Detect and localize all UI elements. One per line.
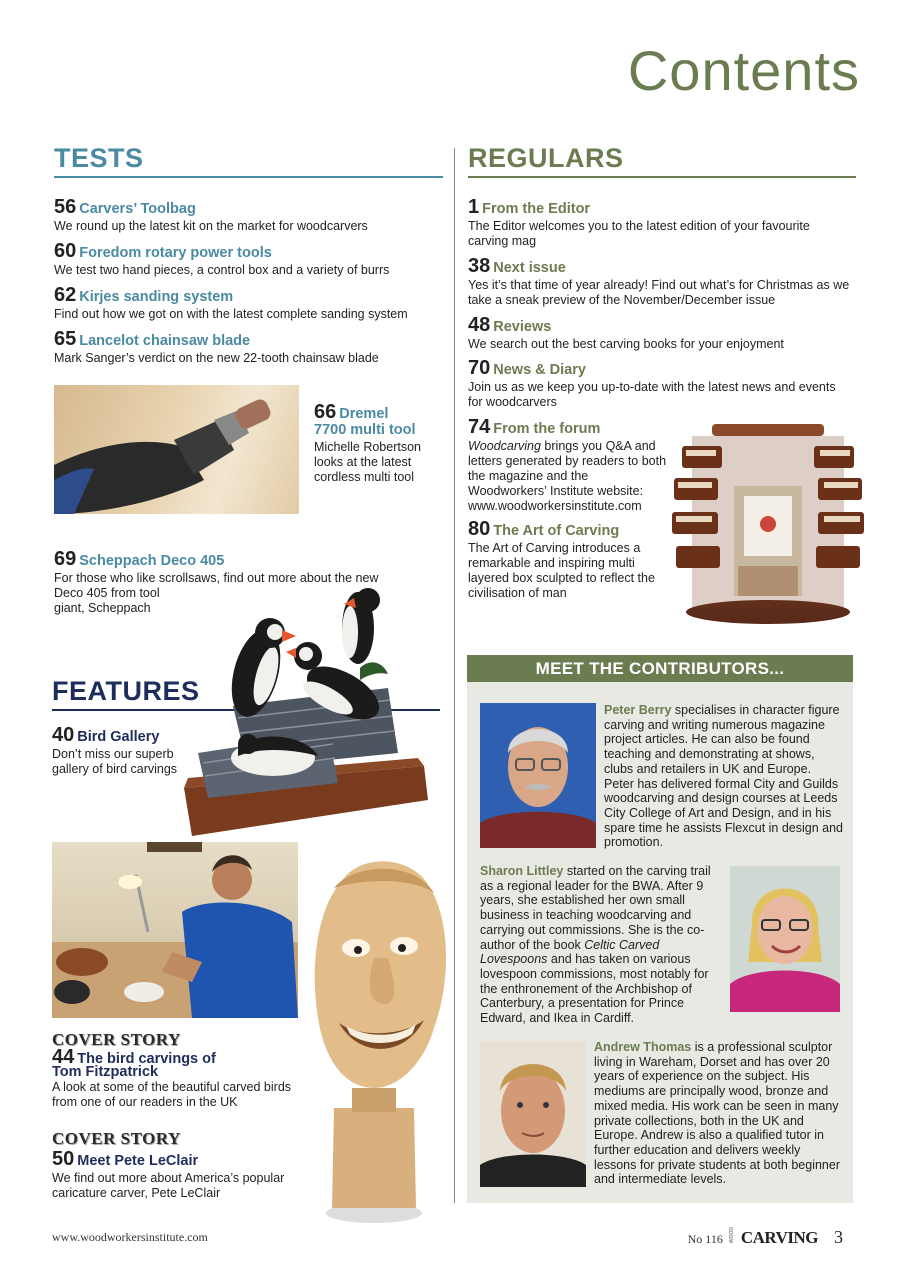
features-entry-44[interactable] <box>52 1047 314 1110</box>
entry-title-line1: The bird carvings of <box>77 1051 216 1067</box>
book-title: Celtic Carved Lovespoons <box>480 937 660 967</box>
portrait-illustration <box>730 866 840 1012</box>
entry-desc: Mark Sanger’s verdict on the new 22-tooth chainsaw blade <box>54 351 379 365</box>
regulars-entry-38[interactable] <box>468 256 853 308</box>
tests-entry-60[interactable] <box>54 241 444 278</box>
cover-story-label-50: COVER STORY <box>52 1129 181 1148</box>
portrait-illustration <box>480 1041 586 1187</box>
entry-desc: A look at some of the beautiful carved birds from one of our readers in the UK <box>52 1080 292 1109</box>
contributor-bio: started on the carving trail as a regional leader for the BWA. After 9 years, she established her own small business in teaching woodcarving and carrying out commissions. She is the co-author of the book <box>480 864 711 952</box>
tests-entry-56[interactable] <box>54 197 444 234</box>
contributor-peter-berry <box>604 703 844 850</box>
page-number: 69 <box>54 548 77 570</box>
entry-desc: brings you Q&A and letters generated by readers to both the magazine and the Woodworkers’ Institute website: www.woodworkersinstitute.com <box>468 439 667 513</box>
entry-desc: Join us as we keep you up-to-date with the latest news and events for woodcarvers <box>468 380 836 409</box>
entry-title: Reviews <box>493 319 552 335</box>
portrait-illustration <box>480 703 596 848</box>
page-number: 70 <box>468 357 491 379</box>
entry-desc: The Art of Carving introduces a remarkable and inspiring multi layered box sculpted to reflect the civilisation of man <box>468 541 655 600</box>
entry-title-line1: Dremel <box>339 406 389 422</box>
caricature-carving-illustration <box>304 858 454 1228</box>
entry-desc-line2: Deco 405 from tool <box>54 586 160 600</box>
page-number: 65 <box>54 328 77 350</box>
contributors-heading: MEET THE CONTRIBUTORS... <box>467 655 853 682</box>
entry-title: Kirjes sanding system <box>79 289 234 305</box>
entry-title: Carvers’ Toolbag <box>79 201 196 217</box>
entry-title: Bird Gallery <box>77 729 160 745</box>
page-number: 62 <box>54 284 77 306</box>
page-number-footer: 3 <box>834 1227 843 1248</box>
page-number: 50 <box>52 1148 75 1170</box>
entry-title: Scheppach Deco 405 <box>79 553 225 569</box>
contributor-name: Peter Berry <box>604 703 672 717</box>
brand-small: WOOD <box>728 1227 735 1244</box>
magazine-brand: CARVING <box>740 1228 818 1248</box>
carver-photo <box>52 842 298 1018</box>
regulars-entry-48[interactable] <box>468 315 853 352</box>
entry-desc: The Editor welcomes you to the latest edition of your favourite carving mag <box>468 219 810 248</box>
entry-desc: We search out the best carving books for your enjoyment <box>468 337 784 351</box>
page-number: 56 <box>54 196 77 218</box>
contributor-name: Andrew Thomas <box>594 1040 692 1054</box>
dremel-photo <box>54 385 299 514</box>
contributor-name: Sharon Littley <box>480 864 564 878</box>
entry-title: Next issue <box>493 260 566 276</box>
page-title: Contents <box>627 39 860 102</box>
page-number: 60 <box>54 240 77 262</box>
tests-entry-65[interactable] <box>54 329 444 366</box>
issue-number: No 116 <box>687 1232 723 1247</box>
regulars-entry-1[interactable] <box>468 197 853 249</box>
features-entry-50[interactable] <box>52 1149 314 1201</box>
contributor-bio: specialises in character figure carving and writing numerous magazine project articles. He can also be found teaching and demonstrating at shows, clubs and retailers in UK and Europe. Peter has delivered formal City and Guilds woodcarving and design courses at Leeds City College of Art and Design, and in his spare time he assists Flexcut in design and promotion. <box>604 703 844 850</box>
entry-desc: Find out how we got on with the latest complete sanding system <box>54 307 408 321</box>
entry-desc: We round up the latest kit on the market for woodcarvers <box>54 219 368 233</box>
entry-desc: We test two hand pieces, a control box and a variety of burrs <box>54 263 390 277</box>
entry-title-line2: Tom Fitzpatrick <box>52 1064 159 1080</box>
column-divider <box>454 148 455 1203</box>
page-number: 1 <box>468 196 480 218</box>
entry-desc-line1: For those who like scrollsaws, find out more about the new <box>54 571 379 585</box>
regulars-entry-80[interactable] <box>468 519 663 601</box>
page-number: 48 <box>468 314 491 336</box>
puffin-carving-illustration <box>178 588 430 840</box>
entry-desc: Yes it’s that time of year already! Find out what’s for Christmas as we take a sneak preview of the November/December issue <box>468 278 850 307</box>
page-number: 74 <box>468 416 491 438</box>
dremel-tool-illustration <box>54 385 299 514</box>
entry-title: From the Editor <box>482 201 591 217</box>
magazine-name: Woodcarving <box>468 439 541 453</box>
entry-desc: Don’t miss our superb gallery of bird carvings <box>52 747 178 776</box>
contributor-bio-cont: and has taken on various lovespoon commissions, most notably for the enthronement of the Archbishop of Canterbury, a presentation for Prince Edward, and Ikea in Cardiff. <box>480 952 709 1026</box>
entry-desc: We find out more about America’s popular caricature carver, Pete LeClair <box>52 1171 285 1200</box>
entry-title: Foredom rotary power tools <box>79 245 272 261</box>
regulars-entry-70[interactable] <box>468 358 853 410</box>
sharon-littley-photo <box>730 866 840 1012</box>
contributor-andrew-thomas <box>594 1040 846 1187</box>
carved-box-illustration <box>672 416 864 626</box>
footer-issue-block <box>688 1227 843 1248</box>
contributor-sharon-littley <box>480 864 722 1026</box>
contributor-bio: is a professional sculptor living in Wareham, Dorset and has over 20 years of experience on the subject. His mediums are principally wood, bronze and mixed media. His work can be seen in many private collections, both in the UK and Europe. Andrew is also a qualified tutor in further education and delivers weekly lessons for private students at both beginner and intermediate levels. <box>594 1040 840 1187</box>
peter-berry-photo <box>480 703 596 848</box>
features-entry-40[interactable] <box>52 725 182 777</box>
regulars-entry-74[interactable] <box>468 417 668 514</box>
page-number: 80 <box>468 518 491 540</box>
entry-title-line2: 7700 multi tool <box>314 422 416 438</box>
cover-story-label-44: COVER STORY <box>52 1030 181 1049</box>
entry-desc-line3: giant, Scheppach <box>54 601 151 615</box>
entry-title: The Art of Carving <box>493 523 620 539</box>
carver-illustration <box>52 842 298 1018</box>
regulars-heading: REGULARS <box>468 143 856 178</box>
entry-title: Lancelot chainsaw blade <box>79 333 251 349</box>
tests-heading: TESTS <box>54 143 443 178</box>
features-heading: FEATURES <box>52 676 440 711</box>
tests-entry-62[interactable] <box>54 285 444 322</box>
entry-title: Meet Pete LeClair <box>77 1153 199 1169</box>
page-number: 38 <box>468 255 491 277</box>
footer-url[interactable]: www.woodworkersinstitute.com <box>52 1230 208 1244</box>
entry-title: From the forum <box>493 421 601 437</box>
page-number: 66 <box>314 401 337 423</box>
page-number: 40 <box>52 724 75 746</box>
entry-title: News & Diary <box>493 362 586 378</box>
page-number: 44 <box>52 1046 75 1068</box>
tests-entry-66[interactable] <box>314 402 444 485</box>
entry-desc: Michelle Robertson looks at the latest cordless multi tool <box>314 440 421 484</box>
andrew-thomas-photo <box>480 1041 586 1187</box>
